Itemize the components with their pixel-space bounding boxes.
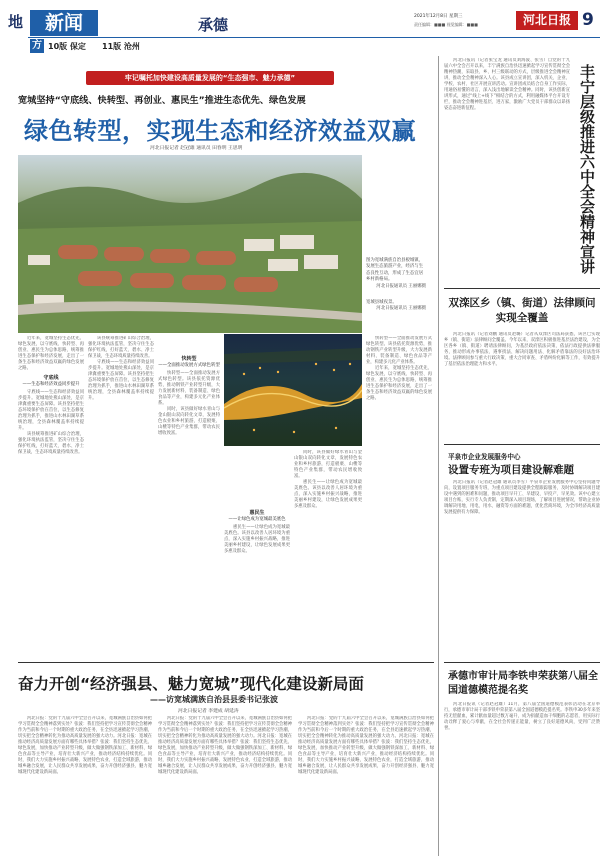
main-body-paragraph: 守底线——生态和经济效益同步提升。宽城地处燕山深处，是京津冀重要生态屏障。该县坚持把生态环境保护放在首位，以生态修复治理为抓手，推进山水林田湖草系统治理，全县森林覆盖率持续提升。: [18, 390, 84, 431]
main-body-paragraph: 该县统筹推进矿山综合治理，强化环境执法监管，坚决守住生态保护红线，打好蓝天、碧水、净土保卫战，生态环境质量持续改善。: [18, 432, 84, 455]
bottom-byline: 河北日报记者 李建成 胡延涛: [178, 709, 239, 714]
night-photo-caption-credit: 河北日报通讯员 王丽娜摄: [376, 306, 426, 312]
editor-line: 责任编辑：■■■ 视觉编辑：■■■: [414, 22, 478, 27]
main-body-paragraph: 同时，该县做好绿水青山与金山银山双向转化文章，发展特色农业和乡村旅游，打造板栗、山楂等特色产业集群，带动农民增收致富。: [158, 407, 220, 436]
right-article-4-body: [444, 702, 600, 854]
night-photo-shapes: [224, 334, 362, 446]
page-number: 9: [582, 10, 594, 30]
main-body-paragraph: 惠民生——让绿色成为宽城最美底色。该县以改善人居环境为重点，深入实施乡村振兴战略，推进美丽乡村建设，让绿色发展成果更多惠及群众。: [294, 480, 362, 509]
region-label-second: 方: [32, 40, 42, 51]
bottom-body-text: 河北日报：党的十九届六中全会召开以来，宽城满族自治县如何把学习贯彻全会精神落到实处？张波：我们坚持把学习宣传贯彻全会精神作为当前和今后一个时期的重大政治任务，在全县迅速掀起学习热潮，切实把全会精神转化为推动高质量发展的强大动力。河北日报：宽城在推动经济高质量发展方面有哪些具体举措？张波：我们坚持生态优先、绿色发展，加快推动产业转型升级，做大做强钢铁深加工、新材料、绿色食品等主导产业，培育壮大新兴产业，推动经济结构持续优化。同时，我们大力实施乡村振兴战略，发展特色农业，打造全域旅游，推动城乡融合发展，让人民群众共享发展成果，奋力开创经济强县、魅力宽城现代化建设新局面。: [158, 716, 292, 775]
right-divider-3: [444, 662, 600, 663]
right-article-2-text: 河北日报讯（记者刘鹏 通讯员赵璐）记者从双滦区司法局获悉，该区已实现乡（镇、街道）法律顾问全覆盖。今年以来，双滦区积极推进基层法治建设，为全区各乡（镇、街道）聘请法律顾问，为基层政府依法决策、依法行政提供法律服务，推动形成办事依法、遇事找法、解决问题用法、化解矛盾靠法的良好法治环境。法律顾问参与重大行政决策、重大合同审查、矛盾纠纷化解等工作，有效提升了基层依法治理能力和水平。: [444, 332, 600, 367]
right-article-1-text: 河北日报讯（记者张宝龙 通讯员刘海波、张雪）自党的十九届六中全会召开以来，丰宁满族自治县迅速掀起学习宣传贯彻全会精神热潮，采取县、乡、村三级联动的方式，层级推进全会精神宣讲，推动全会精神深入人心。该县成立宣讲团，深入机关、企业、学校、农村、社区开展宣讲活动。宣讲团成员结合自身工作实际，用通俗易懂的语言，深入浅出地解读全会精神。同时，该县创新宣讲形式，通过“线上+线下”相结合的方式，利用融媒体平台开设专栏，推动全会精神进基层、进万家，激励广大党员干部群众以昂扬姿态奋进新征程。: [444, 58, 570, 111]
bottom-divider: [18, 662, 434, 663]
bottom-body-col-1: [18, 716, 152, 854]
bottom-body-col-3: [298, 716, 434, 854]
subhead-guard-line: 守底线: [43, 375, 59, 381]
main-body-paragraph: 惠民生——让绿色成为宽城最美底色。该县以改善人居环境为重点，深入实施乡村振兴战略，推进美丽乡村建设，让绿色发展成果更多惠及群众。: [224, 525, 290, 554]
right-article-3-headline: 设置专班为项目建设解难题: [448, 464, 574, 476]
section-tab: 新闻: [30, 10, 98, 36]
main-body-paragraph: 近年来，宽城坚持生态优先、绿色发展，以守底线、快转型、再创业、惠民生为总体思路，统筹推进生态保护和经济发展，走出了一条生态和经济效益双赢的绿色发展之路。: [18, 336, 84, 371]
right-divider-2: [444, 444, 600, 445]
main-body-paragraph: 快转型——全面推动发展方式绿色转型。该县依托资源优势，推动钢铁产业转型升级，大力发展新材料、装备制造、绿色食品等产业，构建多元化产业体系。: [158, 371, 220, 406]
page-header: [8, 8, 600, 51]
bottom-body-text: 河北日报：党的十九届六中全会召开以来，宽城满族自治县如何把学习贯彻全会精神落到实处？张波：我们坚持把学习宣传贯彻全会精神作为当前和今后一个时期的重大政治任务，在全县迅速掀起学习热潮，切实把全会精神转化为推动高质量发展的强大动力。河北日报：宽城在推动经济高质量发展方面有哪些具体举措？张波：我们坚持生态优先、绿色发展，加快推动产业转型升级，做大做强钢铁深加工、新材料、绿色食品等主导产业，培育壮大新兴产业，推动经济结构持续优化。同时，我们大力实施乡村振兴战略，发展特色农业，打造全域旅游，推动城乡融合发展，让人民群众共享发展成果，奋力开创经济强县、魅力宽城现代化建设新局面。: [298, 716, 434, 775]
subhead-transform: 快转型: [181, 356, 197, 362]
town-photo-caption: [366, 258, 426, 290]
town-photo-caption-text: 图为宽城满族自治县板城镇，发展生态旅游产业，经济与生态良性互动，形成了生态宜居乡村新格局。: [366, 258, 424, 283]
main-body-col-3: [158, 336, 220, 654]
right-article-2-body: [444, 332, 600, 440]
main-body-col-2: [88, 336, 154, 654]
main-body-paragraph: 守底线——生态和经济效益同步提升。宽城地处燕山深处，是京津冀重要生态屏障。该县坚持把生态环境保护放在首位，以生态修复治理为抓手，推进山水林田湖草系统治理，全县森林覆盖率持续提升。: [88, 360, 154, 401]
bottom-headline: 奋力开创“经济强县、魅力宽城”现代化建设新局面: [18, 675, 364, 693]
region-label: 地: [8, 13, 24, 31]
bottom-subhead: ——访宽城满族自治县县委书记张波: [150, 695, 278, 704]
subhead-guard-line-sub: ——生态和经济效益同步提升: [22, 382, 80, 387]
subhead-livelihood-sub: ——让绿色成为宽城最美底色: [228, 517, 286, 522]
main-body-paragraph: 快转型——全面推动发展方式绿色转型。该县依托资源优势，推动钢铁产业转型升级，大力发展新材料、装备制造、绿色食品等产业，构建多元化产业体系。: [366, 336, 432, 365]
town-photo-shapes: [18, 155, 362, 333]
main-headline: 绿色转型，实现生态和经济效益双赢: [24, 117, 416, 145]
main-body-paragraph: 近年来，宽城坚持生态优先、绿色发展，以守底线、快转型、再创业、惠民生为总体思路，统筹推进生态保护和经济发展，走出了一条生态和经济效益双赢的绿色发展之路。: [366, 366, 432, 401]
date-line: 2021年12月8日 星期三: [414, 14, 463, 19]
right-article-4-text: 河北日报讯（记者赵冠雄）11月，第八届全国道德模范表彰活动在北京举行，承德市审计局干部李铁申荣获第八届全国道德模范提名奖。李铁申30多年来坚持无偿献血，累计献血量超过数万毫升，成为捐献造血干细胞的志愿者，用实际行动诠释了爱心与奉献，在全社会传递正能量，树立了良好道德风尚，受到广泛赞誉。: [444, 702, 600, 731]
town-aerial-photo: [18, 155, 362, 333]
right-article-1-headline: 丰宁层级推进六中全会精神宣讲: [578, 64, 596, 274]
night-photo-caption: [366, 300, 426, 313]
main-body-paragraph: 同时，该县做好绿水青山与金山银山双向转化文章，发展特色农业和乡村旅游，打造板栗、山楂等特色产业集群，带动农民增收致富。: [294, 450, 362, 479]
right-article-1-body: [444, 58, 570, 284]
subhead-transform-sub: ——全面推动发展方式绿色转型: [158, 363, 220, 368]
right-article-3-text: 河北日报讯（记者赵冠雄 通讯员李雪）平泉市企业发展服务中心坚持问题导向，设置项目服务专班，为重点项目建设提供全程跟踪服务，及时协调解决项目建设中遇到的困难和问题，推动项目早开工、早建设、早投产、早见效。该中心建立项目台账，实行专人负责制，定期深入项目现场，了解项目进展情况，帮助企业协调解决用地、用电、用水、融资等方面的难题，优化营商环境，为全市经济高质量发展提供有力保障。: [444, 480, 600, 515]
edition-info-2: 11版 沧州: [102, 42, 140, 51]
bottom-body-col-2: [158, 716, 292, 854]
right-article-3-kicker: 平泉市企业发展服务中心: [448, 453, 521, 461]
column-divider: [438, 56, 439, 856]
header-rule: [28, 37, 600, 38]
edition-info-1: 10版 保定: [48, 42, 86, 51]
right-article-3-body: [444, 480, 600, 658]
main-body-col-6: [366, 336, 432, 654]
right-article-4-headline: 承德市审计局李铁申荣获第八届全国道德模范提名奖: [448, 671, 598, 696]
town-photo-caption-credit: 河北日报通讯员 王丽娜摄: [376, 283, 426, 289]
masthead-logo: 河北日报: [516, 11, 578, 30]
main-body-col-5: [294, 450, 362, 654]
subhead-livelihood: 惠民生: [249, 510, 265, 516]
sub-section: 承德: [198, 16, 229, 34]
main-body-paragraph: 该县统筹推进矿山综合治理，强化环境执法监管，坚决守住生态保护红线，打好蓝天、碧水、净土保卫战，生态环境质量持续改善。: [88, 336, 154, 359]
night-photo-caption-text: 宽城县城夜景。: [366, 300, 397, 305]
right-divider-1: [444, 288, 600, 289]
main-kicker: 宽城坚持“守底线、快转型、再创业、惠民生”推进生态优先、绿色发展: [18, 95, 306, 106]
main-byline: 河北日报记者 赵冠雄 通讯员 田春明 王思明: [150, 146, 243, 151]
main-banner: 牢记嘱托加快建设高质量发展的“生态强市、魅力承德”: [86, 71, 334, 85]
bottom-body-text: 河北日报：党的十九届六中全会召开以来，宽城满族自治县如何把学习贯彻全会精神落到实处？张波：我们坚持把学习宣传贯彻全会精神作为当前和今后一个时期的重大政治任务，在全县迅速掀起学习热潮，切实把全会精神转化为推动高质量发展的强大动力。河北日报：宽城在推动经济高质量发展方面有哪些具体举措？张波：我们坚持生态优先、绿色发展，加快推动产业转型升级，做大做强钢铁深加工、新材料、绿色食品等主导产业，培育壮大新兴产业，推动经济结构持续优化。同时，我们大力实施乡村振兴战略，发展特色农业，打造全域旅游，推动城乡融合发展，让人民群众共享发展成果，奋力开创经济强县、魅力宽城现代化建设新局面。: [18, 716, 152, 775]
right-article-2-headline: 双滦区乡（镇、街道）法律顾问实现全覆盖: [448, 297, 596, 324]
night-view-photo: [224, 334, 362, 446]
main-body-col-4: [224, 450, 290, 654]
main-body-col-1: [18, 336, 84, 654]
